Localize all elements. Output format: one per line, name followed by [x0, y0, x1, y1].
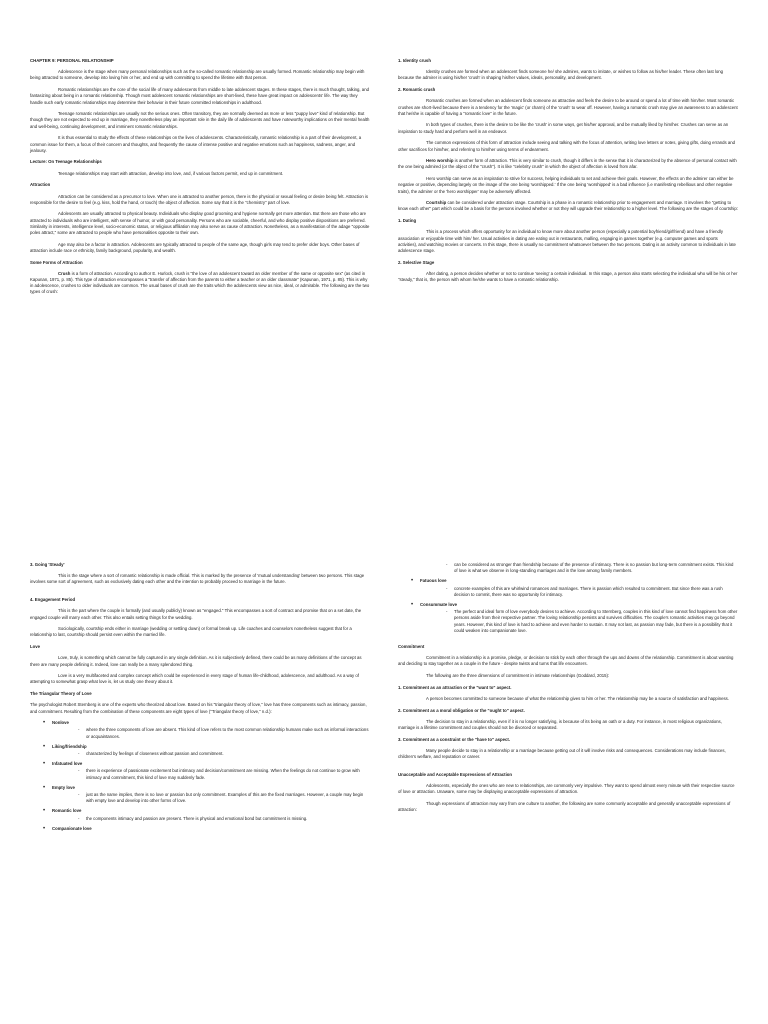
section-heading: 2. Commitment as a moral obligation or the "ought to" aspect.: [398, 707, 525, 713]
section-heading: Love: [30, 644, 41, 650]
bullet-icon: •: [411, 578, 414, 585]
paragraph: Adolescence is the stage when many personal relationships such as the so-called romantic relationship are usually formed. Romantic relationship may begin with being attracted to someone, develop into loving him or her, and end up with committing to spend the lifetime with that person.: [30, 69, 365, 81]
dash-marker: -: [78, 815, 80, 821]
list-item: [30, 808, 370, 814]
bullet-icon: •: [43, 761, 46, 768]
list-item: [30, 785, 370, 791]
paragraph: Adolescents are usually attracted to physical beauty. Individuals who display good grooming and hygiene normally get more attention. But there are those who are attracted to individuals who are intelligent, with sense of humor, or with good personality. Persons who are sociable, cheerful, and who display positive dispositions are preferred. Similarity in interests, intelligence level, socio-economic status, or religious affiliation may also serve as cause of attraction. Nonetheless, as a manifestation of the adage "opposite poles attract," some are attracted to people who have personalities opposite to their own.: [30, 211, 370, 236]
bullet-icon: •: [43, 808, 46, 815]
paragraph: This is a process which offers opportunity for an individual to know more about another person (especially a potential boyfriend/girlfriend) and have a friendly association or enjoyable time with him/ her. Usual activities in dating are eating out in restaurants, malling, engaging in games together (e.g. computer games and sports activities), and watching movies or concerts. In this stage, there is usually no commitment whatsoever between the two persons. Dating is an activity common to individuals in late adolescence stage.: [398, 229, 736, 253]
list-item-text: there is experience of passionate excitement but intimacy and decision/commitment are missing. When the feelings do not continue to grow with intimacy and commitment, this kind of love may suddenly fade.: [86, 768, 360, 780]
list-item: [398, 602, 738, 608]
paragraph: This is the part where the couple is formally (and usually publicly) known as "engaged." This encompasses a sort of contract and promise that on a set date, the engaged couple will marry each other. This also entails setting things for the wedding.: [30, 608, 362, 620]
dash-marker: -: [446, 609, 448, 615]
bullet-icon: •: [43, 825, 46, 832]
list-item-description: [30, 751, 370, 757]
section-heading: 3. Going 'Steady': [30, 562, 65, 567]
bullet-icon: •: [43, 720, 46, 727]
page-2-column-right: [398, 562, 738, 819]
section-heading: 1. Commitment as an attraction or the "want to" aspect.: [398, 684, 512, 690]
bullet-icon: •: [43, 743, 46, 750]
dash-marker: -: [446, 562, 448, 567]
page-1-column-right: [398, 58, 738, 289]
section-heading: 4. Engagement Period: [30, 597, 76, 603]
list-item: [30, 744, 370, 750]
paragraph: Hero worship can serve as an inspiration to strive for success, helping individuals to set and achieve their goals. However, the effects on the admirer can either be negative or positive, depending largely on the image of the one being 'worshipped.' If the one being 'worshipped' is a bad influence (i.e manifesting rebellious and other negative traits), the admirer or the 'hero worshipper' may be adversely affected.: [398, 176, 734, 194]
dash-marker: -: [78, 768, 80, 774]
paragraph: [398, 158, 738, 170]
paragraph: The following are the three dimensions of commitment in intimate relationships (Goddard, 2015):: [426, 673, 610, 679]
list-item-label: Consummate love: [420, 602, 458, 608]
dash-marker: -: [78, 792, 80, 798]
bullet-icon: •: [411, 602, 414, 609]
section-heading: 3. Commitment as a constraint or the "have to" aspect.: [398, 736, 511, 742]
paragraph: [398, 200, 738, 212]
paragraph: The common expressions of this form of attraction include seeing and talking with the focus of attention, writing love letters or notes, giving gifts, doing errands and other sacrifices for him/her, and referring to him/her using terms of endearment.: [398, 140, 736, 152]
section-heading: The Triangular Theory of Love: [30, 691, 92, 697]
paragraph: Love, truly, is something which cannot be fully captured in any single definition. As it is subjectively defined, there could be as many definitions of the concept as there are many people defining it. Indeed, love can really be a many splendored thing.: [30, 655, 362, 667]
list-item-description: [30, 792, 370, 804]
list-item-description: [30, 816, 370, 822]
paragraph-text: is a form of attraction. According to author E. Hurlock, crush is "the love of an adolescent toward an older member of the same or opposite sex" (as cited in Kapunan, 1971, p. 85). This type of attraction encompasses a "transfer of affection from the parents to either a teacher or an older classmate" (Kapunan, 1971, p. 85). This is why in adolescence, crushes to older individuals are common. The usual bases of crush are the traits which the adolescents view as nice, ideal, or admirable. The following are the two types of crush:: [30, 270, 370, 295]
section-heading: Lecture: On Teenage Relationships: [30, 159, 102, 165]
list-item-label: Romantic love: [52, 808, 82, 814]
list-item-description: [30, 768, 370, 780]
paragraph: Adolescents, especially the ones who are new to relationships, are commonly very impulsive. They want to spend almost every minute with their respective source of love or attraction. Unaware, some may be displaying unacceptable expressions of attraction.: [398, 783, 735, 795]
paragraph: After dating, a person decides whether or not to continue 'seeing' a certain individual. In this stage, a person also starts selecting the individual who will be his or her "steady," that is, the person with whom he/she wants to have a romantic relationship.: [398, 270, 738, 283]
list-item: [398, 578, 738, 584]
dash-marker: -: [78, 751, 80, 757]
section-heading: 2. Romantic crush: [398, 87, 436, 93]
dash-marker: -: [78, 727, 80, 733]
paragraph: Many people decide to stay in a relationship or a marriage because getting out of it will involve risks and consequences. Considerations may include finances, children's welfare, and reputation or career.: [398, 748, 726, 760]
paragraph: In both types of crushes, there is the desire to be like the 'crush' in some ways, get his/her approval, and be mutually liked by him/her. Crushes can serve as an inspiration to study hard and perform well in an endeavor.: [398, 122, 729, 134]
paragraph: Teenage romantic relationships are usually not the serious ones. Often transitory, they are normally deemed as more or less "puppy love" kind of relationship. But though they are not expected to end up in marriage, they nonetheless play an important role in the daily life of adolescents and have noteworthy implications on their mental health and well-being, continuing development, and imminent romantic relationships.: [30, 111, 370, 129]
paragraph: Romantic crushes are formed when an adolescent finds someone as attractive and feels the desire to be around or spend a lot of time with him/her. Most romantic crushes are short-lived because there is a tendency for the 'magic' (or charm) of the 'crush' to wear off. However, having a romantic crush may give an awareness to an adolescent that he/she is capable of having a "romantic love" in the future.: [398, 98, 738, 116]
section-heading: Unacceptable and Acceptable Expressions of Attraction: [398, 771, 513, 777]
list-item-description: [398, 609, 738, 634]
list-item-label: Nonlove: [52, 720, 69, 726]
section-heading: Attraction: [30, 182, 51, 188]
paragraph-text: is another form of attraction. This is very similar to crush, though it differs in the sense that it is characterized by the absence of personal contact with the one being admired (or the object of the "crush"). It is like "celebrity crush" in which the object of affection is loved from afar.: [398, 158, 737, 170]
paragraph: Sociologically, courtship ends either in marriage (wedding or settling down) or formal break up. Life coaches and counselors nonetheless suggest that for a relationship to last, courtship should persist even within the married life.: [30, 626, 352, 638]
list-item-description: [398, 562, 738, 574]
list-item-text: The perfect and ideal form of love everybody desires to achieve. According to Sternberg, couples in this kind of love cannot find happiness from other persons aside from their respective partner. The loving relationship persists and survives difficulties. The couple's romantic activities may go beyond years. However, this kind of love is hard to achieve and even harder to sustain. It may not last, as passion may fade, but there is a possibility that it could weaken into companionate love.: [454, 609, 738, 633]
section-heading: 2. Selective Stage: [398, 259, 435, 265]
paragraph-text: can be considered under attraction stage. Courtship is a phase in a romantic relationship prior to engagement and marriage. It involves the "getting to know each other" part which could be a basis for the persons involved whether or not they will upgrade their relationship to a higher level. The following are the stages of courtship:: [398, 200, 738, 212]
paragraph: The psychologist Robert Sternberg is one of the experts who theorized about love. Based on his "triangular theory of love," love has three components such as intimacy, passion, and commitment. Resulting from the combination of these components are eight types of love ("Triangular theory of love," n.d.):: [30, 702, 367, 714]
page-2-column-left: [30, 562, 370, 833]
list-item: [30, 826, 370, 832]
paragraph: This is the stage where a sort of romantic relationship is made official. This is marked by the presence of 'mutual understanding' between two persons. This stage involves some sort of agreement, such as exclusively dating each other and the intention to probably proceed to marriage in the future.: [30, 573, 365, 585]
section-heading: 1. Identity crush: [398, 58, 431, 63]
paragraph: Commitment in a relationship is a promise, pledge, or decision to stick by each other through the ups and downs of the relationship. Commitment is about wanting and deciding to stay together as a couple in the future - despite twists and turns that life encounters.: [398, 655, 734, 667]
section-heading: Some Forms of Attraction: [30, 259, 83, 265]
paragraph: Teenage relationships may start with attraction, develop into love, and, if various factors permit, end up in commitment.: [58, 170, 284, 176]
list-item: [30, 761, 370, 767]
list-item-description: [398, 586, 738, 598]
paragraph: A person becomes committed to someone because of what the relationship gives to him or her. The relationship may be a source of satisfaction and happiness.: [426, 696, 730, 702]
list-item-description: [30, 727, 370, 739]
paragraph: Age may also be a factor in attraction. Adolescents are typically attracted to people of the same age, though girls may tend to prefer older boys. Other bases of attraction include race or ethnicity, family background, popularity, and wealth.: [30, 241, 360, 253]
paragraph: Love is a very multifaceted and complex concept which could be experienced in every stage of human life-childhood, adolescence, and adulthood. As a way of attempting to somewhat grasp what love is, let us study one theory about it.: [30, 673, 359, 685]
list-item-label: Liking/friendship: [52, 743, 87, 749]
list-item-text: characterized by feelings of closeness without passion and commitment.: [86, 751, 224, 757]
list-item-text: just as the name implies, there is no love or passion but only commitment. Examples of this are the fixed marriages. However, a couple may begin with empty love and develop into other forms of love.: [86, 792, 364, 804]
paragraph: Identity crushes are formed when an adolescent finds someone he/ she admires, wants to imitate, or wishes to follow as his/her leader. These often last long because the admirer is using his/her 'crush' in shaping his/her values, ideals, personality, and development.: [398, 69, 724, 81]
list-item-label: Infatuated love: [52, 761, 83, 767]
paragraph: The decision to stay in a relationship, even if it is no longer satisfying, is because of its being an oath or a duty. For instance, in most religious organizations, marriage is a lifetime commitment and couples should not be divorced or separated.: [398, 718, 722, 731]
paragraph: Romantic relationships are the core of the social life of many adolescents from middle to late adolescent stages. In these stages, there is much thought, talking, and fantasizing about being in a romantic relationship. Though most adolescent romantic relationships are short-lived, these have great impact on adolescents' life. The way they handle such early romantic relationships may determine their behavior in their future committed relationships in adulthood.: [30, 87, 369, 105]
paragraph: Though expressions of attraction may vary from one culture to another, the following are some commonly acceptable and generally unacceptable expressions of attraction:: [398, 801, 731, 813]
page-1-column-left: [30, 58, 370, 301]
section-heading: CHAPTER 9: PERSONAL RELATIONSHIP: [30, 58, 114, 63]
term-label: Crush: [58, 270, 71, 276]
list-item-label: Companionate love: [52, 825, 92, 831]
section-heading: 1. Dating: [398, 218, 417, 224]
dash-marker: -: [446, 585, 448, 591]
paragraph: [30, 271, 370, 296]
list-item-text: the components intimacy and passion are present. There is physical and emotional bond but commitment is missing.: [86, 815, 308, 821]
paragraph: Attraction can be considered as a precursor to love. When one is attracted to another person, there is the physical or sexual feeling or desire being felt. Attraction is responsible for the desire to feel (e.g. kiss, hold the hand, or touch) the object of affection. Some say that it is the "chemistry" part of love.: [30, 193, 369, 205]
list-item-label: Empty love: [52, 784, 75, 790]
section-heading: Commitment: [398, 644, 425, 650]
list-item: [30, 720, 370, 726]
term-label: Hero worship: [426, 158, 454, 164]
list-item-text: can be considered as stronger than friendship because of the presence of intimacy. There is no passion but long-term commitment exists. This kind of love is what we observe in long-standing marriages and in the love among family members.: [454, 562, 734, 574]
list-item-text: where the three components of love are absent. This kind of love refers to the most common relationship humans make such as informal interactions or acquaintances.: [86, 727, 369, 739]
paragraph: It is thus essential to study the effects of these relationships on the lives of adolescents. Characteristically, romantic relationship is a part of their development, a common issue for them, a focus of their concern and thoughts, and frequently the cause of intense positive and negative emotions such as happiness, sadness, anger, and jealousy.: [30, 135, 362, 153]
bullet-icon: •: [43, 784, 46, 791]
term-label: Courtship: [426, 200, 447, 206]
list-item-text: concrete examples of this are whirlwind romances and marriages. There is passion which resulted to commitment. But since there was a rush decision to commit, there was no opportunity for intimacy.: [454, 585, 723, 597]
list-item-label: Fatuous love: [420, 578, 447, 584]
